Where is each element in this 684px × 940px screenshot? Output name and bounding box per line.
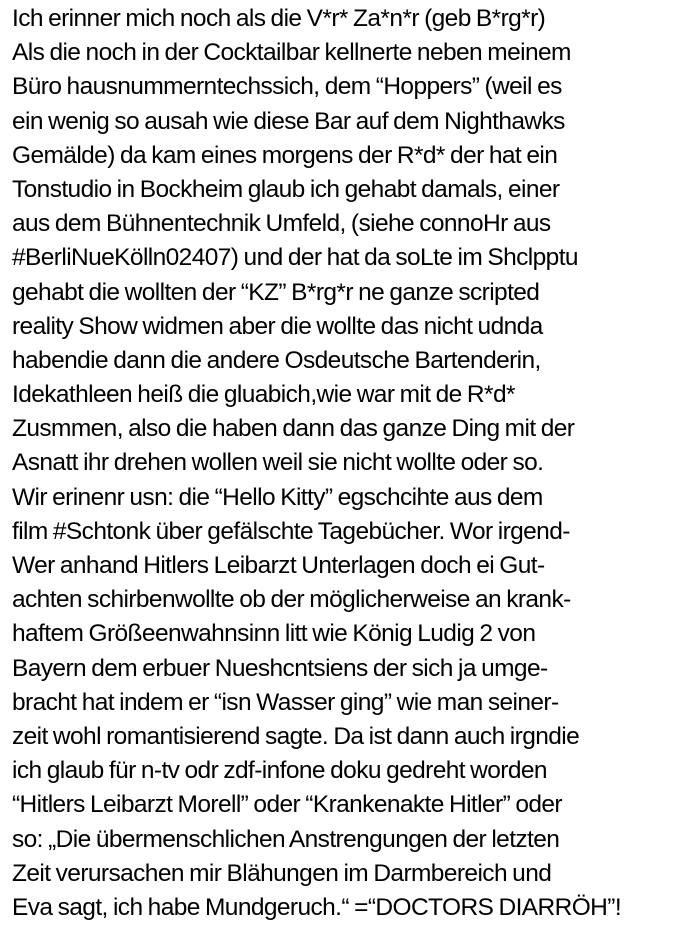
text-line: haftem Größeenwahnsinn litt wie König Ludig 2 von bbox=[12, 620, 536, 648]
text-line: Büro hausnummerntechssich, dem “Hoppers” (weil es bbox=[12, 73, 562, 101]
text-line: Tonstudio in Bockheim glaub ich gehabt damals, einer bbox=[12, 175, 560, 203]
text-line: bracht hat indem er “isn Wasser ging” wie man seiner- bbox=[12, 688, 559, 716]
text-line: habendie dann die andere Osdeutsche Bartenderin, bbox=[12, 346, 541, 374]
text-line: Gemälde) da kam eines morgens der R*d* der hat ein bbox=[12, 141, 558, 169]
text-line: Wir erinenr usn: die “Hello Kitty” egschcihte aus dem bbox=[12, 483, 543, 511]
text-line: Eva sagt, ich habe Mundgeruch.“ =“DOCTORS DIARRÖH”! bbox=[12, 893, 622, 921]
text-line: achten schirbenwollte ob der möglicherweise an krank- bbox=[12, 586, 571, 614]
text-line: Idekathleen heiß die gluabich,wie war mit de R*d* bbox=[12, 381, 515, 409]
text-line: gehabt die wollten der “KZ” B*rg*r ne ganze scripted bbox=[12, 278, 540, 306]
text-line: Zusmmen, also die haben dann das ganze Ding mit der bbox=[12, 415, 575, 443]
text-line: reality Show widmen aber die wollte das nicht udnda bbox=[12, 312, 543, 340]
text-line: aus dem Bühnentechnik Umfeld, (siehe connoHr aus bbox=[12, 210, 551, 238]
text-line: Bayern dem erbuer Nueshcntsiens der sich ja umge- bbox=[12, 654, 548, 682]
text-line: film #Schtonk über gefälschte Tagebücher. Wor irgend- bbox=[12, 517, 570, 545]
text-line: “Hitlers Leibarzt Morell” oder “Krankenakte Hitler” oder bbox=[12, 791, 562, 819]
text-line: #BerliNueKölln02407) und der hat da soLte im Shclpptu bbox=[12, 244, 578, 272]
text-line: so: „Die übermenschlichen Anstrengungen der letzten bbox=[12, 825, 560, 853]
text-line: Als die noch in der Cocktailbar kellnerte neben meinem bbox=[12, 39, 571, 67]
text-line: ich glaub für n-tv odr zdf-infone doku gedreht worden bbox=[12, 757, 547, 785]
text-line: Asnatt ihr drehen wollen weil sie nicht wollte oder so. bbox=[12, 449, 544, 477]
text-line: Zeit verursachen mir Blähungen im Darmbereich und bbox=[12, 859, 552, 887]
text-line: Wer anhand Hitlers Leibarzt Unterlagen doch ei Gut- bbox=[12, 552, 545, 579]
text-line: Ich erinner mich noch als die V*r* Za*n*r (geb B*rg*r) bbox=[12, 5, 546, 32]
document-body bbox=[12, 2, 680, 925]
text-line: ein wenig so ausah wie diese Bar auf dem Nighthawks bbox=[12, 107, 565, 135]
text-line: zeit wohl romantisierend sagte. Da ist dann auch irgndie bbox=[12, 722, 580, 750]
